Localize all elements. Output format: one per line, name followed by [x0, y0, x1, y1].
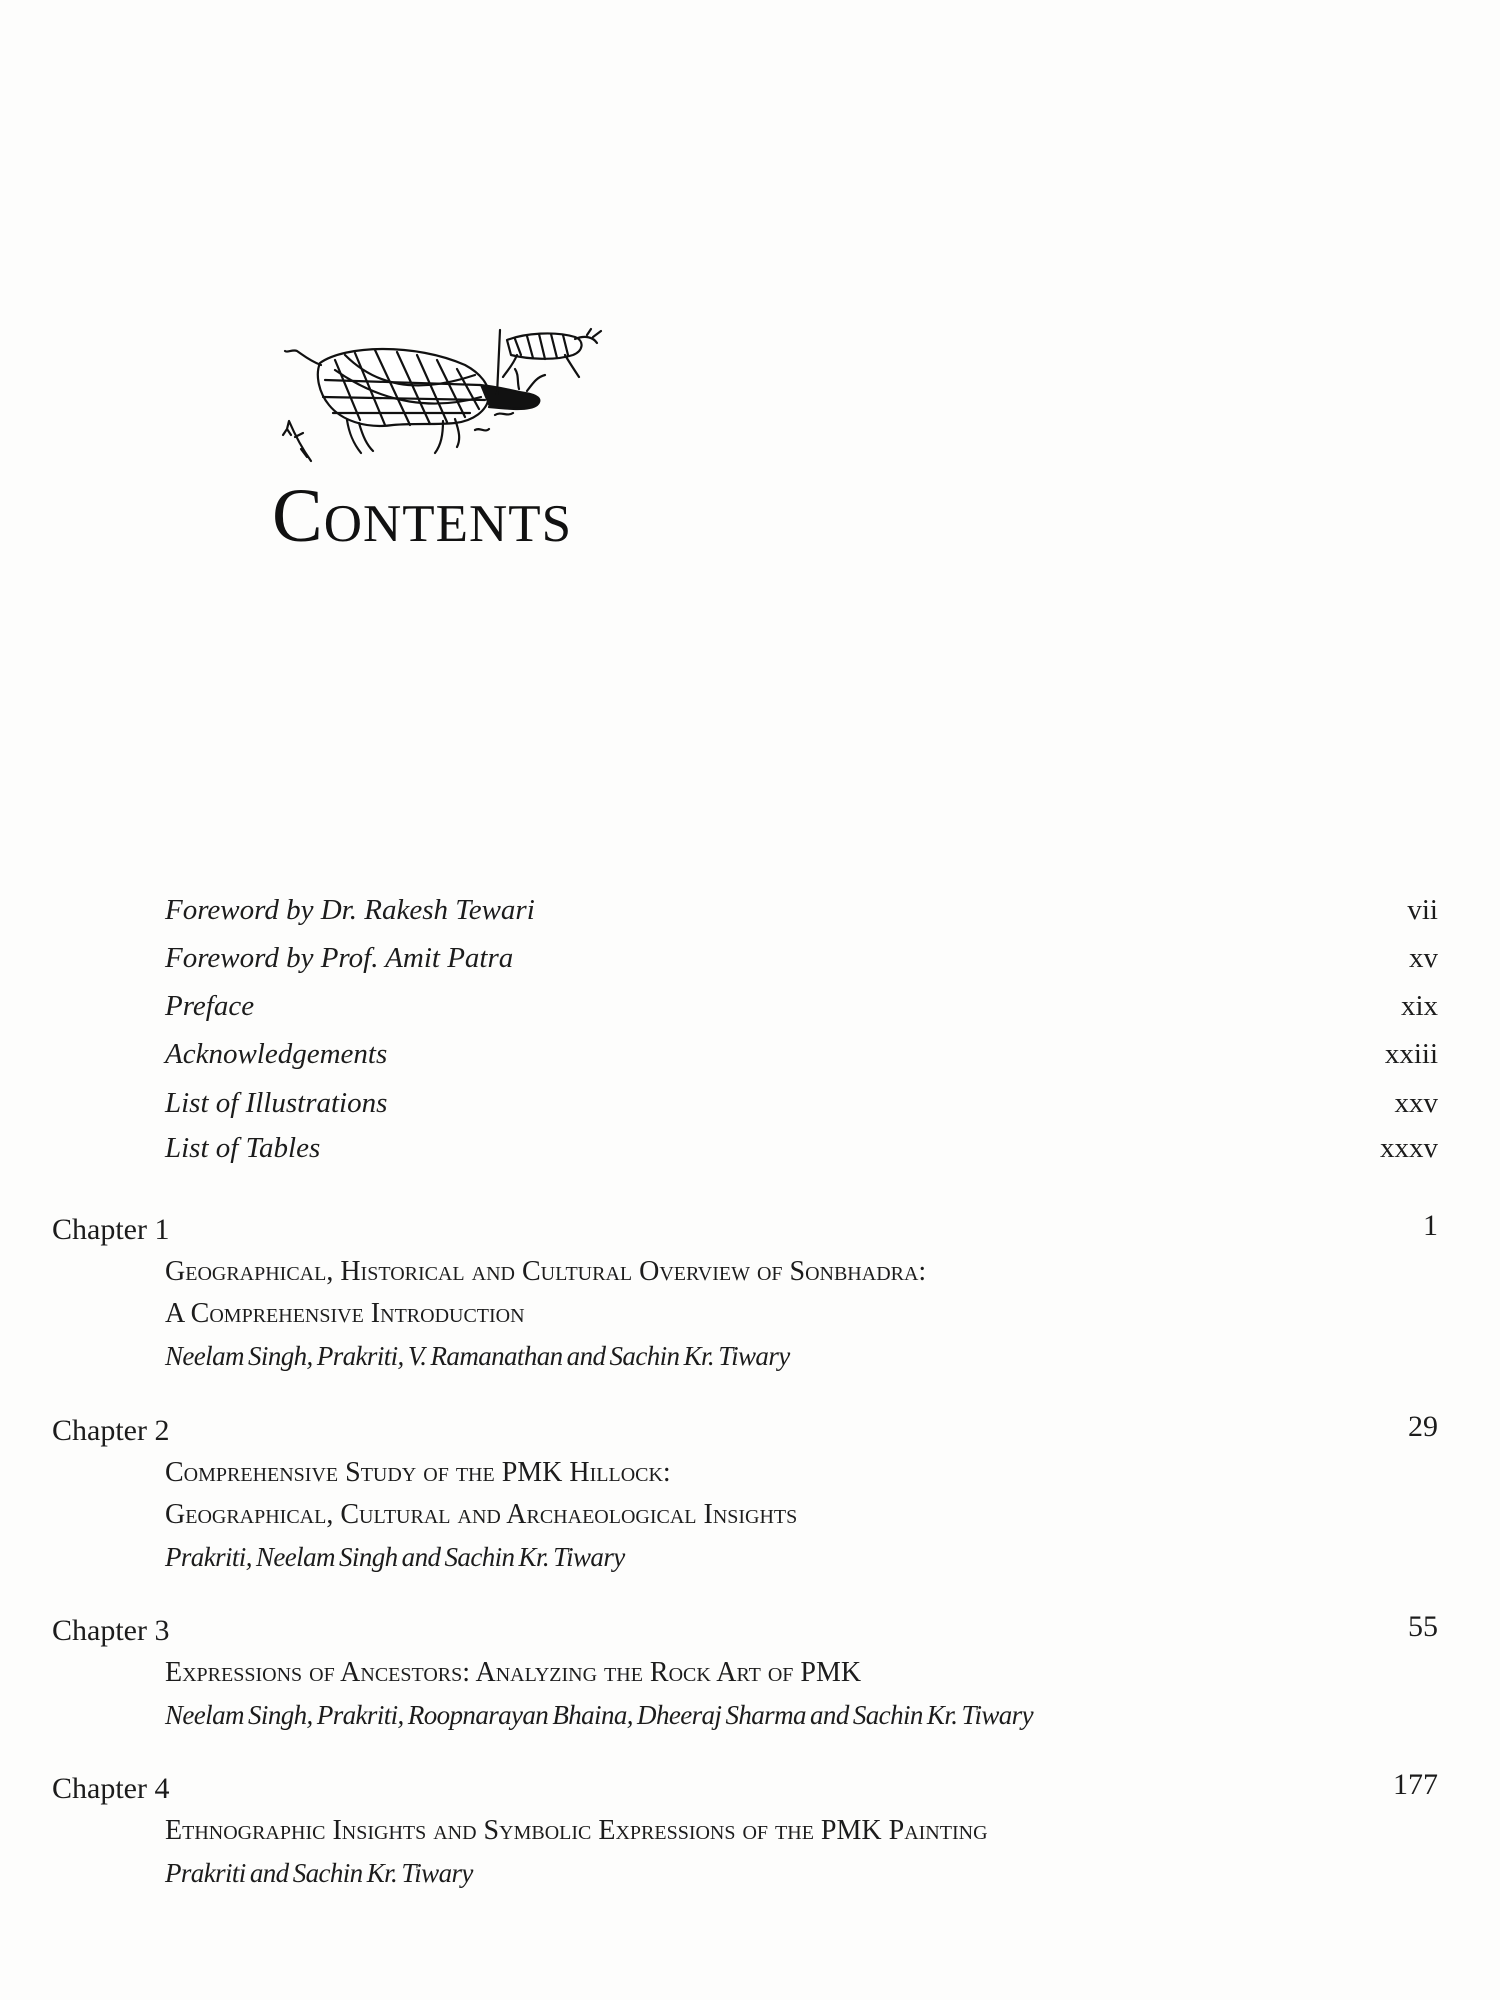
- page-number: xxxv: [1380, 1132, 1438, 1164]
- chapter-authors: Neelam Singh, Prakriti, V. Ramanathan and Sachin Kr. Tiwary: [165, 1341, 790, 1371]
- front-matter-label: List of Illustrations: [165, 1087, 388, 1119]
- chapter-label: Chapter 4: [52, 1772, 170, 1805]
- chapter-title: Expressions of Ancestors: Analyzing the Rock Art of PMK: [165, 1657, 862, 1688]
- page-number: xix: [1400, 990, 1438, 1022]
- page-number: vii: [1407, 894, 1438, 926]
- page-number: 1: [1423, 1209, 1438, 1242]
- page-number: xxiii: [1384, 1038, 1438, 1070]
- front-matter-label: Foreword by Prof. Amit Patra: [165, 942, 514, 974]
- page-number: 29: [1408, 1410, 1438, 1443]
- front-matter-label: Preface: [165, 990, 255, 1022]
- chapter-label: Chapter 1: [52, 1213, 170, 1246]
- chapter-title: Comprehensive Study of the PMK Hillock:: [165, 1457, 671, 1488]
- chapter-label: Chapter 2: [52, 1414, 170, 1447]
- chapter-authors: Neelam Singh, Prakriti, Roopnarayan Bhaina, Dheeraj Sharma and Sachin Kr. Tiwary: [165, 1700, 1033, 1730]
- front-matter-label: Acknowledgements: [165, 1038, 388, 1070]
- chapter-label: Chapter 3: [52, 1614, 170, 1647]
- page-number: 55: [1408, 1610, 1438, 1643]
- page-title: Contents: [272, 474, 573, 558]
- chapter-title: Geographical, Cultural and Archaeological Insights: [165, 1499, 798, 1530]
- front-matter-label: Foreword by Dr. Rakesh Tewari: [165, 894, 535, 926]
- chapter-title: Ethnographic Insights and Symbolic Expressions of the PMK Painting: [165, 1815, 988, 1846]
- chapter-title: Geographical, Historical and Cultural Overview of Sonbhadra:: [165, 1256, 927, 1287]
- chapter-authors: Prakriti, Neelam Singh and Sachin Kr. Tiwary: [165, 1542, 625, 1572]
- front-matter-label: List of Tables: [165, 1132, 321, 1164]
- page-number: xv: [1409, 942, 1438, 974]
- chapter-title: A Comprehensive Introduction: [165, 1298, 525, 1329]
- page-number: xxv: [1394, 1087, 1438, 1119]
- page-number: 177: [1393, 1768, 1438, 1801]
- chapter-authors: Prakriti and Sachin Kr. Tiwary: [165, 1858, 473, 1888]
